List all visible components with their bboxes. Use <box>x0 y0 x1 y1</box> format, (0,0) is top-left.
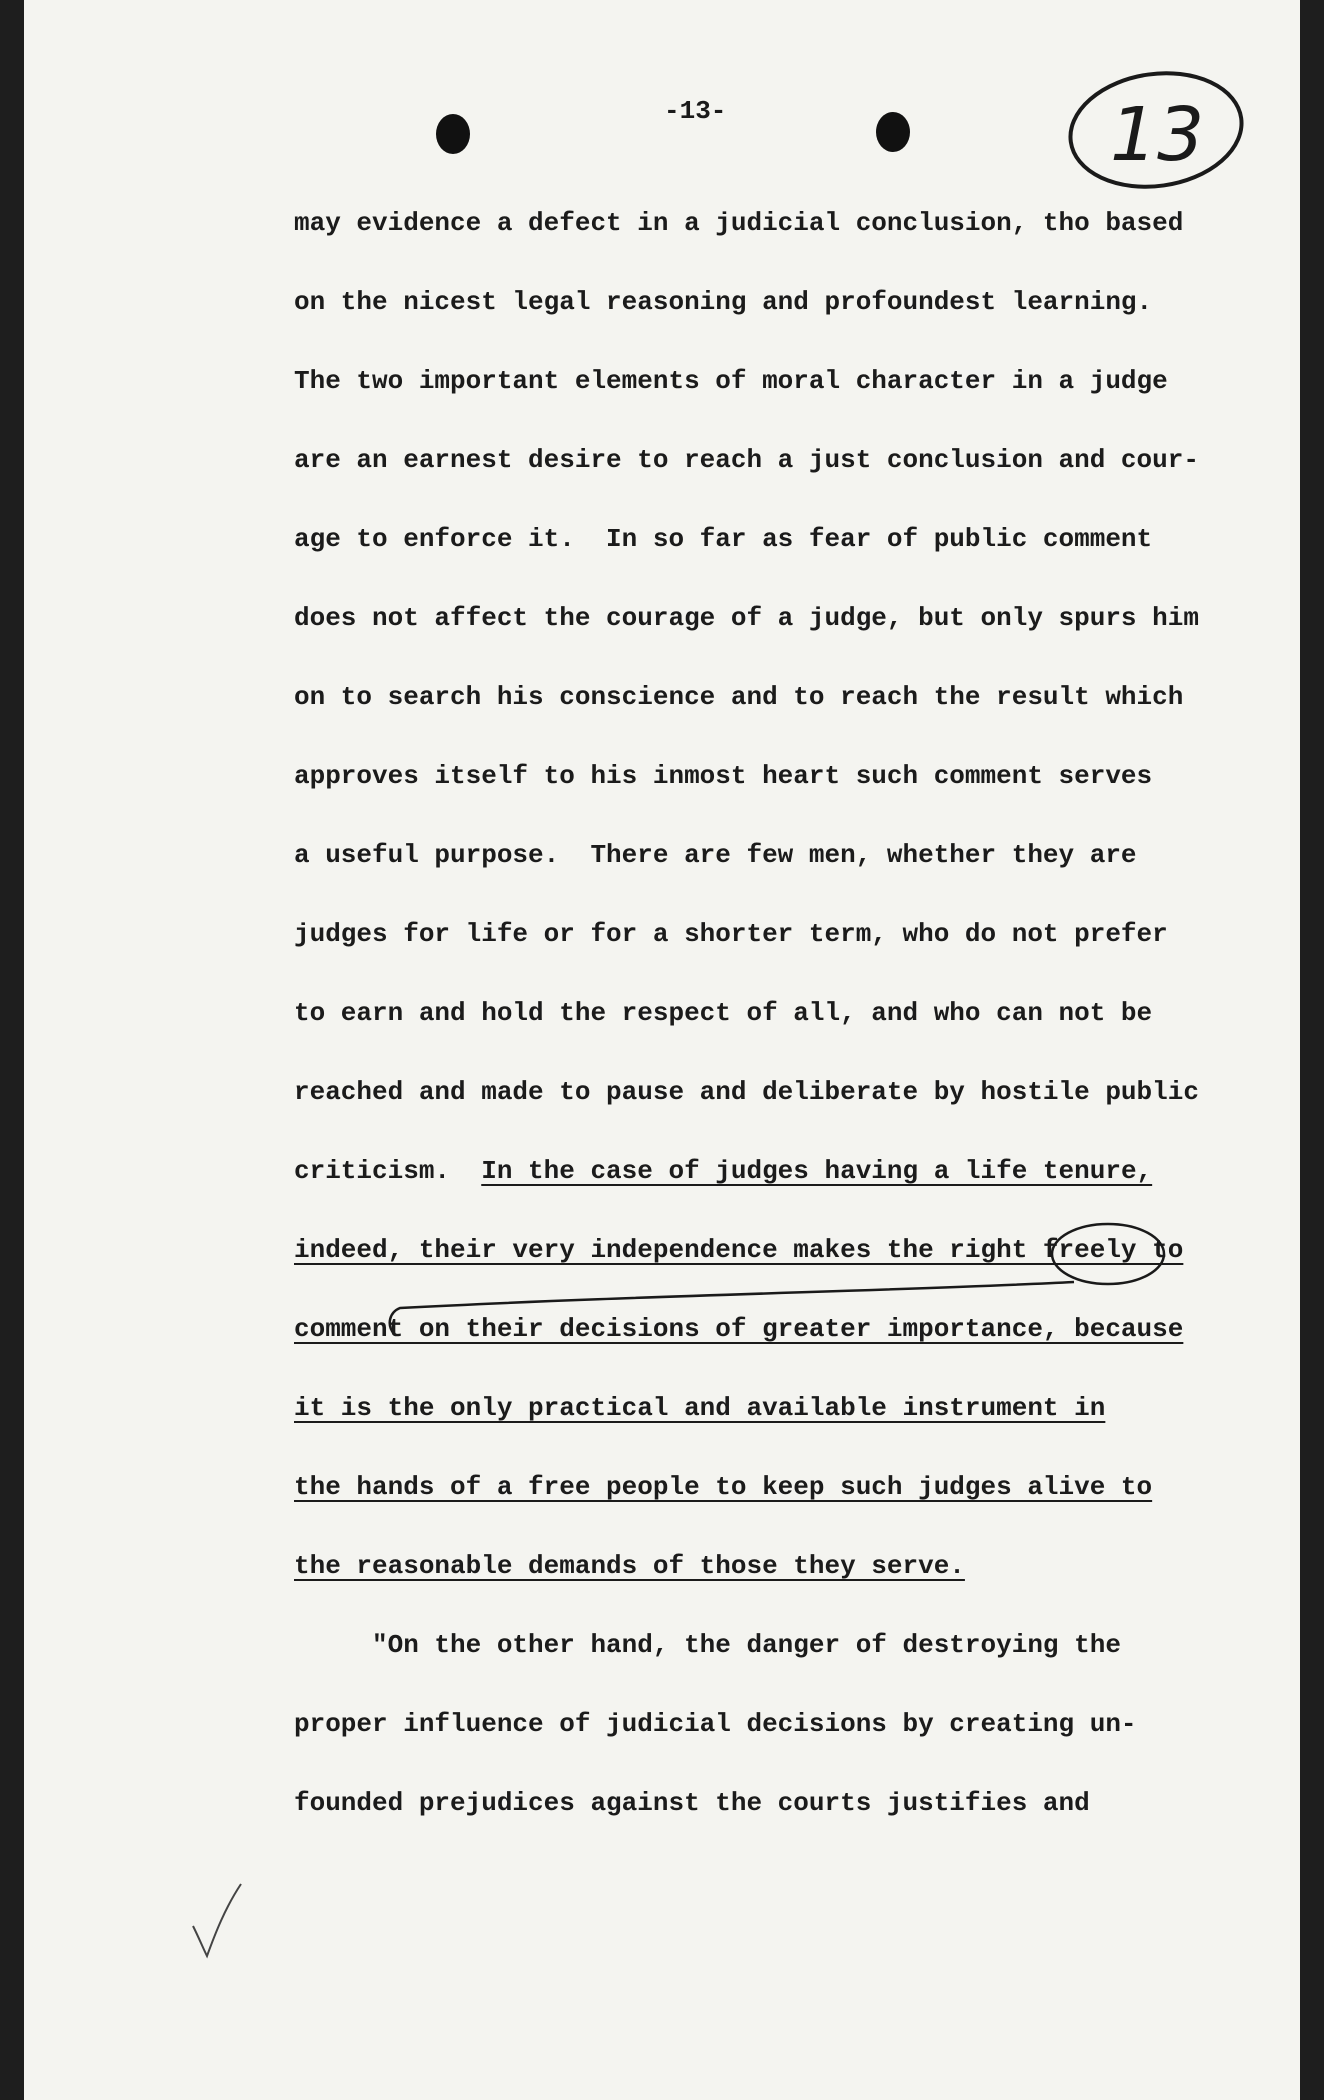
folio-number: 13 <box>1110 92 1205 178</box>
text-line: does not affect the courage of a judge, but only spurs him <box>294 603 1199 633</box>
text-line: a useful purpose. There are few men, whether they are <box>294 840 1137 870</box>
text-line: the hands of a free people to keep such judges alive to <box>294 1472 1153 1502</box>
text-line: on the nicest legal reasoning and profoundest learning. <box>294 287 1153 317</box>
text-line: the reasonable demands of those they serve. <box>294 1551 965 1581</box>
circled-folio-icon <box>1064 68 1254 200</box>
text-line: to earn and hold the respect of all, and who can not be <box>294 998 1153 1028</box>
text-line: it is the only practical and available instrument in <box>294 1393 1106 1423</box>
page-number: -13- <box>664 96 727 126</box>
text-line: reached and made to pause and deliberate by hostile public <box>294 1077 1199 1107</box>
check-mark-icon <box>189 1880 249 1960</box>
punch-hole-right <box>876 112 910 152</box>
text-line: on to search his conscience and to reach the result which <box>294 682 1184 712</box>
folio-number-stamp <box>1064 68 1254 200</box>
body-text <box>294 200 1234 1859</box>
text-line: comment on their decisions of greater importance, because <box>294 1314 1184 1344</box>
text-line: approves itself to his inmost heart such comment serves <box>294 761 1153 791</box>
text-line: indeed, their very independence makes the right freely to <box>294 1235 1184 1265</box>
punch-hole-left <box>436 114 470 154</box>
text-line: proper influence of judicial decisions by creating un- <box>294 1709 1137 1739</box>
text-line: are an earnest desire to reach a just conclusion and cour- <box>294 445 1199 475</box>
text-line: age to enforce it. In so far as fear of public comment <box>294 524 1153 554</box>
text-line: may evidence a defect in a judicial conclusion, tho based <box>294 208 1184 238</box>
text-line: founded prejudices against the courts justifies and <box>294 1788 1090 1818</box>
document-page <box>24 0 1300 2100</box>
text-line: judges for life or for a shorter term, who do not prefer <box>294 919 1168 949</box>
text-line: "On the other hand, the danger of destroying the <box>294 1630 1121 1660</box>
text-line: criticism. In the case of judges having a life tenure, <box>294 1156 1153 1186</box>
text-line: The two important elements of moral character in a judge <box>294 366 1168 396</box>
